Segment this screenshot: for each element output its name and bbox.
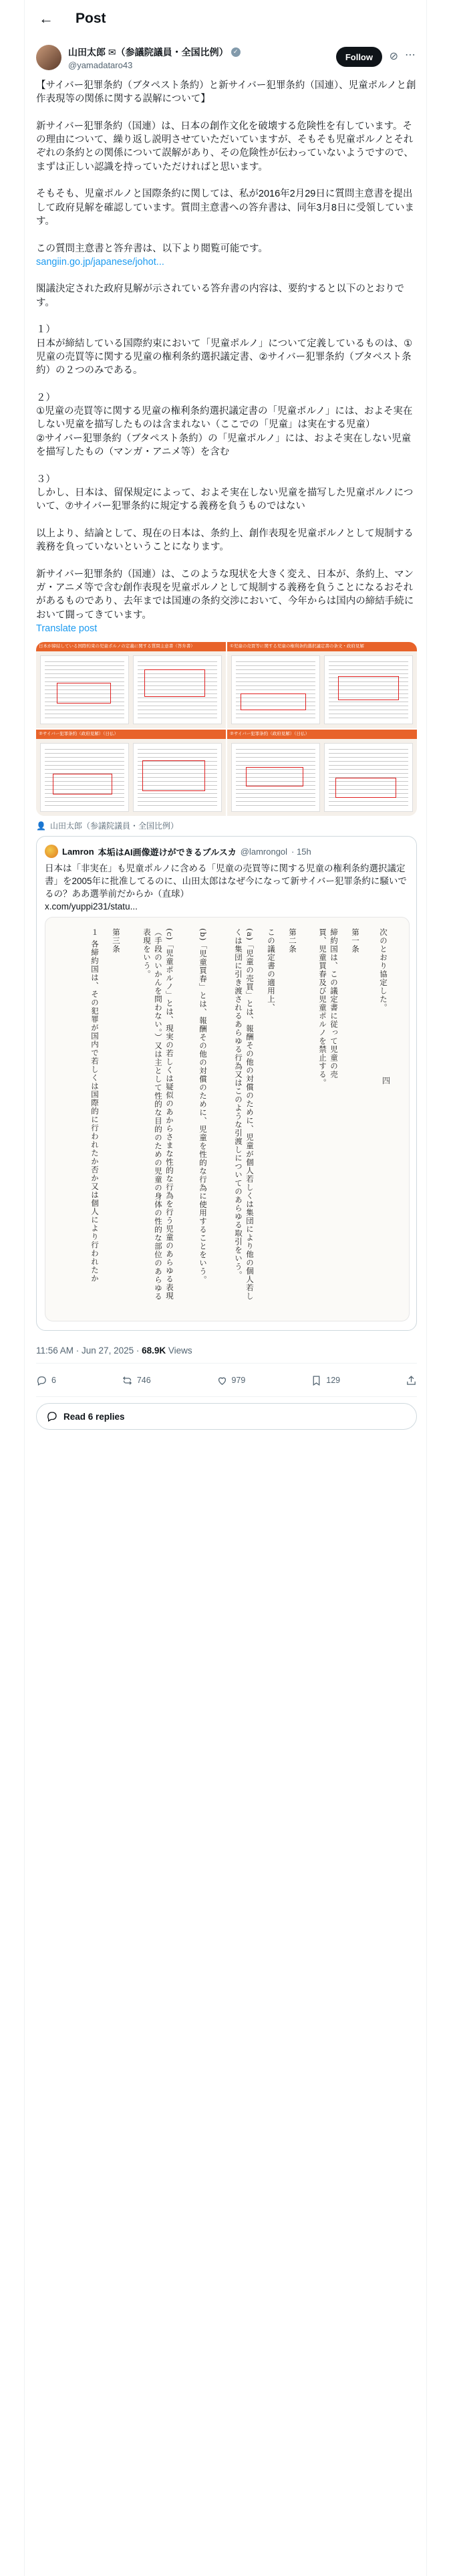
doc-page — [40, 743, 129, 812]
repost-icon — [122, 1375, 133, 1386]
reply-icon — [36, 1375, 47, 1386]
action-bar — [36, 1366, 417, 1395]
image-3-header: ②サイバー犯罪条約（政府見解）（日仏） — [36, 730, 226, 739]
doc-column: (c)「児童ポルノ」とは、現実の若しくは疑似のあからさまな性的な行為を行う児童のあらゆる表現（手段のいかんを問わない。）又は主として性的な目的のための児童の身体の性的な部位のあらゆる表現をいう。 — [142, 928, 174, 1301]
image-2-pages — [231, 655, 413, 724]
repost-button[interactable] — [122, 1375, 151, 1386]
page-title: Post — [76, 11, 106, 26]
divider — [36, 1396, 417, 1397]
quote-author-badge: 本垢はAI画像遊けができるブルスカ — [98, 847, 237, 857]
doc-page — [231, 655, 320, 724]
image-tag[interactable] — [36, 820, 178, 831]
post-image-4[interactable] — [227, 730, 417, 816]
post-author — [36, 43, 417, 72]
image-4-pages — [231, 743, 413, 812]
quote-header — [45, 845, 311, 858]
post-image-3[interactable] — [36, 730, 226, 816]
views-label: Views — [168, 1346, 192, 1356]
author-display-name[interactable]: 山田太郎 ✉（参議院議員・全国比例） — [68, 46, 229, 58]
post-meta: 11:56 AM · Jun 27, 2025 · 68.9K Views — [36, 1346, 192, 1356]
author-display-name-row[interactable] — [68, 45, 241, 59]
quoted-post[interactable] — [36, 836, 417, 1331]
doc-column: 第一条 — [351, 928, 360, 954]
doc-column: この議定書の適用上、 — [267, 928, 276, 1012]
post-timestamp[interactable]: 11:56 AM · Jun 27, 2025 — [36, 1346, 134, 1356]
post-link[interactable]: sangiin.go.jp/japanese/johot... — [36, 256, 164, 267]
doc-column: 第二条 — [288, 928, 297, 954]
quote-time: · 15h — [291, 846, 311, 857]
quote-image[interactable] — [45, 917, 410, 1321]
top-bar — [25, 0, 428, 37]
doc-page — [40, 655, 129, 724]
main-column — [24, 0, 427, 2576]
like-button[interactable] — [216, 1375, 246, 1386]
person-tag-icon: 👤 — [36, 821, 46, 831]
post-images[interactable] — [36, 642, 417, 816]
doc-column: １ 各締約国は、その犯罪が国内で若しくは国際的に行われたか否か又は個人により行われたか — [90, 928, 100, 1283]
image-2-header: ①児童の売買等に関する児童の権利条約選択議定書の条文・政府見解 — [227, 642, 417, 651]
bookmark-button[interactable] — [311, 1375, 340, 1386]
image-tag-label: 山田太郎（参議院議員・全国比例） — [49, 821, 178, 831]
bookmark-count: 129 — [326, 1376, 341, 1385]
heart-icon — [216, 1375, 228, 1386]
doc-page — [324, 743, 413, 812]
repost-count: 746 — [136, 1376, 151, 1385]
verified-badge-icon: ✓ — [231, 47, 241, 57]
doc-column: 締約国は、この議定書に従って児童の売買、児童買春及び児童ポルノを禁止する。 — [318, 928, 339, 1087]
author-handle[interactable]: @yamadataro43 — [68, 60, 133, 70]
doc-page — [133, 655, 222, 724]
read-replies-button[interactable] — [36, 1403, 417, 1430]
doc-column: 第三条 — [112, 928, 121, 954]
post-text-part2: 閣議決定された政府見解が示されている答弁書の内容は、要約すると以下のとおりです。 １） 日本が締結している国際約束において「児童ポルノ」について定義しているものは、①児童の売買等に関する児童の権利条約選択議定書、②サイバー犯罪条約（ブタペスト条約）の２つのみである。 ２） ①児童の売買等に関する児童の権利条約選択議定書の「児童ポルノ」には、およそ実在しない児童を描写したものは含まれない（ここでの「児童」は実在する児童） ②サイバー犯罪条約（ブタペスト条約）の「児童ポルノ」には、およそ実在しない児童を描写したもの（マンガ・アニメ等）を含む ３） しかし、日本は、留保規定によって、およそ実在しない児童を描写した児童ポルノについて、⑦サイバー犯罪条約に規定する義務を負うものではない 以上より、結論として、現在の日本は、条約上、創作表現を児童ポルノとして規制する義務を負っていないということになります。 新サイバー犯罪条約（国連）は、このような現状を大きく変え、日本が、条約上、マンガ・アニメ等で含む創作表現を児童ポルノとして規制する義務を負うことになるおそれがあるものであり、去年までは国連の条約交渉において、今年からは国内の締結手続において闘ってきています。 — [36, 284, 414, 621]
doc-page — [231, 743, 320, 812]
like-count: 979 — [231, 1376, 246, 1385]
share-icon — [406, 1375, 417, 1386]
doc-column: (b)「児童買春」とは、報酬その他の対償のために、児童を性的な行為に使用することをいう。 — [198, 928, 208, 1284]
share-button[interactable] — [406, 1375, 417, 1386]
image-3-pages — [40, 743, 222, 812]
translate-post-link[interactable]: Translate post — [36, 623, 98, 634]
quote-avatar — [45, 845, 58, 858]
follow-button[interactable]: Follow — [336, 47, 382, 67]
bookmark-icon — [311, 1375, 322, 1386]
divider — [36, 1363, 417, 1364]
reply-bubble-icon — [46, 1410, 58, 1422]
image-1-pages — [40, 655, 222, 724]
author-names — [68, 45, 241, 70]
doc-page — [324, 655, 413, 724]
doc-page-number: 四 — [382, 1076, 390, 1085]
reply-button[interactable] — [36, 1375, 56, 1386]
image-4-header: ②サイバー犯罪条約（政府見解）（日仏） — [227, 730, 417, 739]
more-options-icon[interactable]: ⋯ — [405, 49, 416, 61]
quote-author-name: Lamron — [62, 846, 94, 857]
back-arrow-icon[interactable]: ← — [39, 10, 53, 27]
doc-page — [133, 743, 222, 812]
post-text-part1: 【サイバー犯罪条約（ブタペスト条約）と新サイバー犯罪条約（国連）、児童ポルノと創作表現等の関係に関する誤解について】 新サイバー犯罪条約（国連）は、日本の創作文化を破壊する危険性を有しています。その理由について、繰り返し説明させていただいていますが、そもそも児童ポルノとそれぞれの条約との関係について誤解があり、その危険性が伝わっていないようですので、まずは正しい認識を持っていただければと思います。 そもそも、児童ポルノと国際条約に関しては、私が2016年2月29日に質問主意書を提出して政府見解を確認しています。質問主意書への答弁書は、同年3月8日に受領しています。 この質問主意書と答弁書は、以下より閲覧可能です。 — [36, 80, 416, 254]
grok-icon[interactable]: ⊘ — [389, 51, 398, 62]
quote-author-handle: @lamrongol — [240, 846, 288, 857]
doc-column: 次のとおり協定した。 — [379, 928, 388, 1012]
quote-text: 日本は「非実在」も児童ポルノに含める「児童の売買等に関する児童の権利条約選択議定書」を2005年に批准してるのに、山田太郎はなぜ今になって新サイバー犯罪条約に騒いでるの？ああ選挙前だからか（直球） x.com/yuppi231/statu... — [45, 863, 407, 911]
post-image-1[interactable] — [36, 642, 226, 728]
read-replies-label: Read 6 replies — [63, 1411, 125, 1422]
post-text — [36, 79, 417, 635]
doc-column: (a)「児童の売買」とは、報酬その他の対償のために、児童が個人若しくは集団により他の個人若しくは集団に引き渡されるあらゆる行為又はこのような引渡しについてのあらゆる取引をいう。 — [234, 928, 255, 1301]
post-image-2[interactable] — [227, 642, 417, 728]
reply-count: 6 — [51, 1376, 56, 1385]
views-count: 68.9K — [142, 1346, 166, 1356]
image-1-header: 日本が締結している国際約束の児童ポルノの定義に関する質問主意書（答弁書） — [36, 642, 226, 651]
avatar[interactable] — [36, 45, 61, 70]
